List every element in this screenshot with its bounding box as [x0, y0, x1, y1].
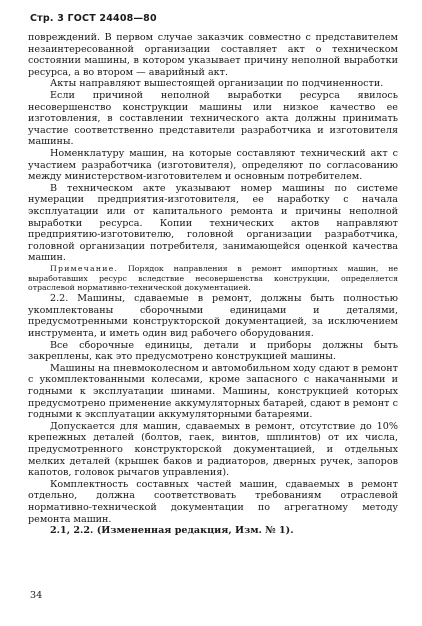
- paragraph-fastening: Все сборочные единицы, детали и приборы должны быть закреплены, как это предусмотрено конструкцией машины.: [28, 339, 398, 363]
- paragraph-acts: Акты направляют вышестоящей организации по подчиненности.: [50, 78, 384, 90]
- note-text: Порядок направления в ремонт импортных машин, не выработавших ресурс вследствие несовершенства конструкции, определяется отраслевой нормативно-технической документацией.: [28, 263, 398, 293]
- note-label: Примечание.: [50, 263, 119, 273]
- page-header: Стр. 3 ГОСТ 24408—80: [30, 13, 157, 24]
- page-number: 34: [30, 590, 43, 601]
- document-body: [28, 32, 398, 537]
- note: [28, 264, 398, 293]
- paragraph-continuation: повреждений. В первом случае заказчик совместно с представителем незаинтересованной организации составляет акт о техническом состоянии машины, в котором указывает причину неполной выработки ресурса, а во втором — аварийный акт.: [28, 32, 398, 78]
- paragraph-nomenclature: Номенклатуру машин, на которые составляют технический акт с участием разработчика (изготовителя), определяют по согласованию между министерством-изготовителем и основным потребителем.: [28, 147, 398, 183]
- paragraph-allowed-missing: Допускается для машин, сдаваемых в ремонт, отсутствие до 10% крепежных деталей (болтов, гаек, винтов, шплинтов) от их числа, предусмотренного конструкторской документацией, и отдельных мелких деталей (крышек баков и радиаторов, дверных ручек, запоров капотов, головок рычагов управления).: [28, 420, 398, 479]
- paragraph-technical-act: В техническом акте указывают номер машины по системе нумерации предприятия-изготовителя, ее наработку с начала эксплуатации или от капитального ремонта и причины неполной выработки ресурса. Копии технических актов направляют предприятию-изготовителю, головной организации разработчика, головной организации потребителя, занимающейся оценкой качества машин.: [28, 182, 398, 264]
- paragraph-wheels: Машины на пневмоколесном и автомобильном ходу сдают в ремонт с укомплектованными колесами, кроме запасного с накачанными и годными к эксплуатации шинами. Машины, конструкцией которых предусмотрено применение аккумуляторных батарей, сдают в ремонт с годными к эксплуатации аккумуляторными батареями.: [28, 362, 398, 421]
- amendment-note: 2.1, 2.2. (Измененная редакция, Изм. № 1).: [50, 525, 294, 537]
- paragraph-2-2: 2.2. Машины, сдаваемые в ремонт, должны быть полностью укомплектованы сборочными единицами и деталями, предусмотренными конструкторской документацией, за исключением инструмента, и иметь один вид рабочего оборудования.: [28, 293, 398, 340]
- paragraph-design-defect: Если причиной неполной выработки ресурса явилось несовершенство конструкции машины или низкое качество ее изготовления, в составлении технического акта должны принимать участие соответственно представители разработчика и изготовителя машины.: [28, 89, 398, 148]
- paragraph-completeness: Комплектность составных частей машин, сдаваемых в ремонт отдельно, должна соответствовать требованиям отраслевой нормативно-технической документации по агрегатному методу ремонта машин.: [28, 478, 398, 525]
